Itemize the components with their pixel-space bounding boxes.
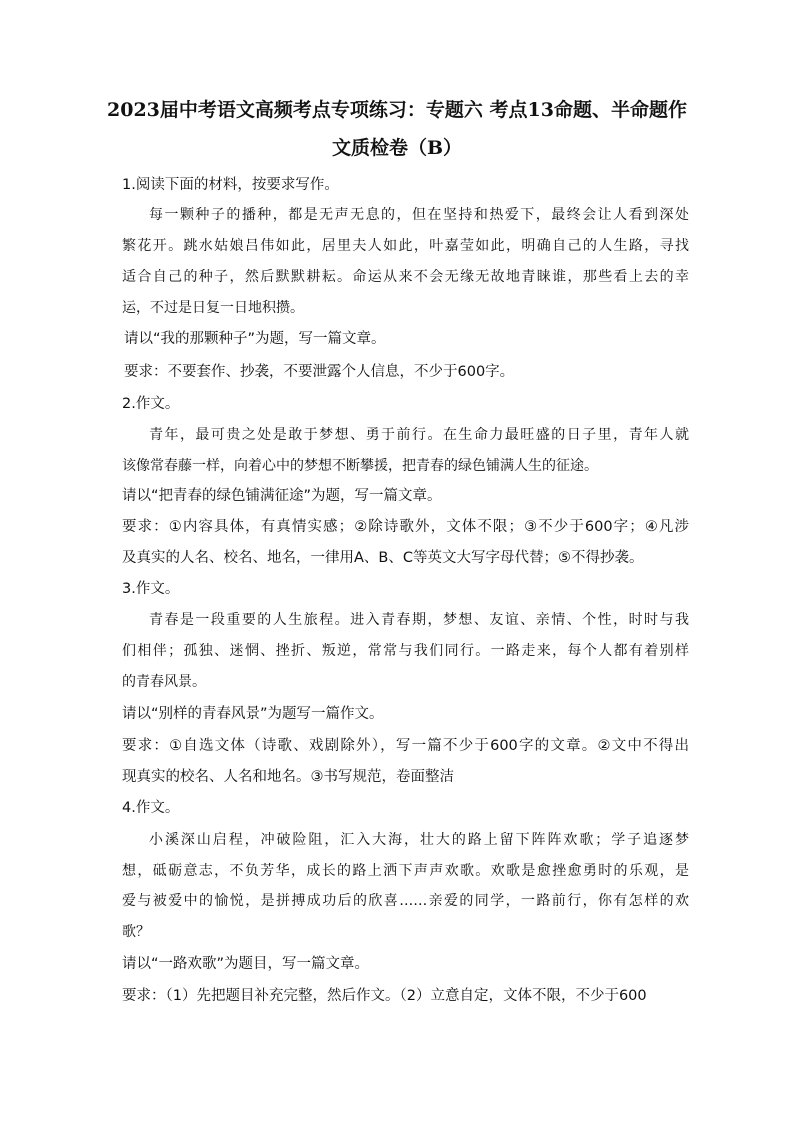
question-2-material-line-1: 青年，最可贵之处是敢于梦想、勇于前行。在生命力最旺盛的日子里，青年人就 (149, 427, 689, 443)
question-3-requirement-line-2: 现真实的校名、人名和地名。③书写规范，卷面整洁 (122, 769, 454, 785)
question-1-material-line-3: 适合自己的种子，然后默默耕耘。命运从来不会无缘无故地青睐谁，那些看上去的幸 (122, 269, 689, 285)
document-title-line-2: 文质检卷（B） (331, 137, 463, 159)
question-2-prompt: 请以“把青春的绿色铺满征途”为题，写一篇文章。 (122, 488, 442, 504)
question-3-prompt: 请以“别样的青春风景”为题写一篇作文。 (122, 706, 384, 722)
question-2-heading: 2.作文。 (122, 396, 180, 412)
question-3-material-line-1: 青春是一段重要的人生旅程。进入青春期，梦想、友谊、亲情、个性，时时与我 (149, 612, 689, 628)
question-3-material-line-2: 们相伴；孤独、迷惘、挫折、叛逆，常常与我们同行。一路走来，每个人都有着别样 (122, 643, 689, 659)
question-1-heading: 1.阅读下面的材料，按要求写作。 (122, 177, 339, 193)
question-3-heading: 3.作文。 (122, 581, 180, 597)
question-1-material-line-4: 运，不过是日复一日地积攒。 (122, 300, 304, 316)
question-4-heading: 4.作文。 (122, 800, 180, 816)
question-2-material-line-2: 该像常春藤一样，向着心中的梦想不断攀援，把青春的绿色铺满人生的征途。 (122, 458, 598, 474)
question-4-material-line-2: 想，砥砺意志，不负芳华，成长的路上洒下声声欢歌。欢歌是愈挫愈勇时的乐观，是 (122, 863, 689, 879)
question-1-material-line-1: 每一颗种子的播种，都是无声无息的，但在坚持和热爱下，最终会让人看到深处 (149, 207, 689, 223)
question-2-requirement-line-1: 要求：①内容具体，有真情实感；②除诗歌外，文体不限；③不少于600字；④凡涉 (122, 519, 689, 535)
question-3-requirement-line-1: 要求：①自选文体（诗歌、戏剧除外），写一篇不少于600字的文章。②文中不得出 (122, 738, 689, 754)
question-4-material-line-3: 爱与被爱中的愉悦，是拼搏成功后的欣喜……亲爱的同学，一路前行，你有怎样的欢 (122, 893, 689, 909)
question-1-material-line-2: 繁花开。跳水姑娘吕伟如此，居里夫人如此，叶嘉莹如此，明确自己的人生路，寻找 (122, 238, 689, 254)
document-title-line-1: 2023届中考语文高频考点专项练习：专题六 考点13命题、半命题作 (107, 99, 687, 121)
question-2-requirement-line-2: 及真实的人名、校名、地名，一律用A、B、C等英文大写字母代替；⑤不得抄袭。 (122, 550, 644, 566)
question-4-requirement: 要求：（1）先把题目补充完整，然后作文。（2）立意自定，文体不限，不少于600 (122, 988, 647, 1004)
question-4-prompt: 请以“一路欢歌”为题目，写一篇文章。 (122, 956, 370, 972)
question-1-requirement: 要求：不要套作、抄袭，不要泄露个人信息，不少于600字。 (124, 364, 515, 380)
question-3-material-line-3: 的青春风景。 (122, 674, 206, 690)
question-1-prompt: 请以“我的那颗种子”为题，写一篇文章。 (124, 331, 386, 347)
question-4-material-line-1: 小溪深山启程，冲破险阻，汇入大海，壮大的路上留下阵阵欢歌；学子追逐梦 (149, 832, 689, 848)
question-4-material-line-4: 歌？ (122, 924, 150, 940)
